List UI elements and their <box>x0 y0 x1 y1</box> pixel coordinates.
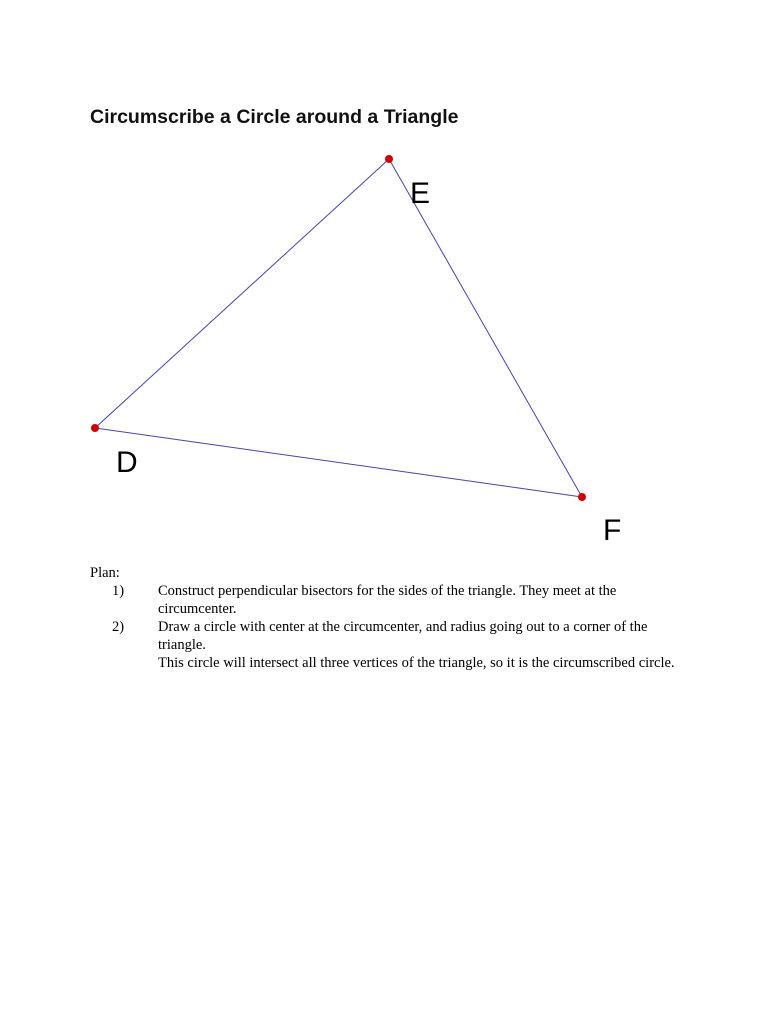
vertex-label-f: F <box>603 514 622 547</box>
vertex-d-point[interactable] <box>91 424 99 432</box>
plan-step <box>90 582 680 618</box>
plan-section <box>90 564 680 672</box>
vertex-f-point[interactable] <box>578 493 586 501</box>
vertex-label-d: D <box>116 446 138 479</box>
step-number: 1) <box>112 583 125 599</box>
side-df <box>95 428 582 497</box>
step-text-continued: This circle will intersect all three vertices of the triangle, so it is the circumscribed circle. <box>158 655 675 671</box>
vertex-label-e: E <box>410 177 431 210</box>
plan-steps-list <box>90 582 680 672</box>
plan-heading: Plan: <box>90 565 120 581</box>
vertex-e-point[interactable] <box>385 155 393 163</box>
page-title: Circumscribe a Circle around a Triangle <box>90 106 459 128</box>
step-text: Construct perpendicular bisectors for the sides of the triangle. They meet at the circumcenter. <box>158 583 617 617</box>
plan-step <box>90 618 680 672</box>
side-de <box>95 159 389 428</box>
step-text: Draw a circle with center at the circumcenter, and radius going out to a corner of the triangle. <box>158 619 648 653</box>
step-number: 2) <box>112 619 125 635</box>
